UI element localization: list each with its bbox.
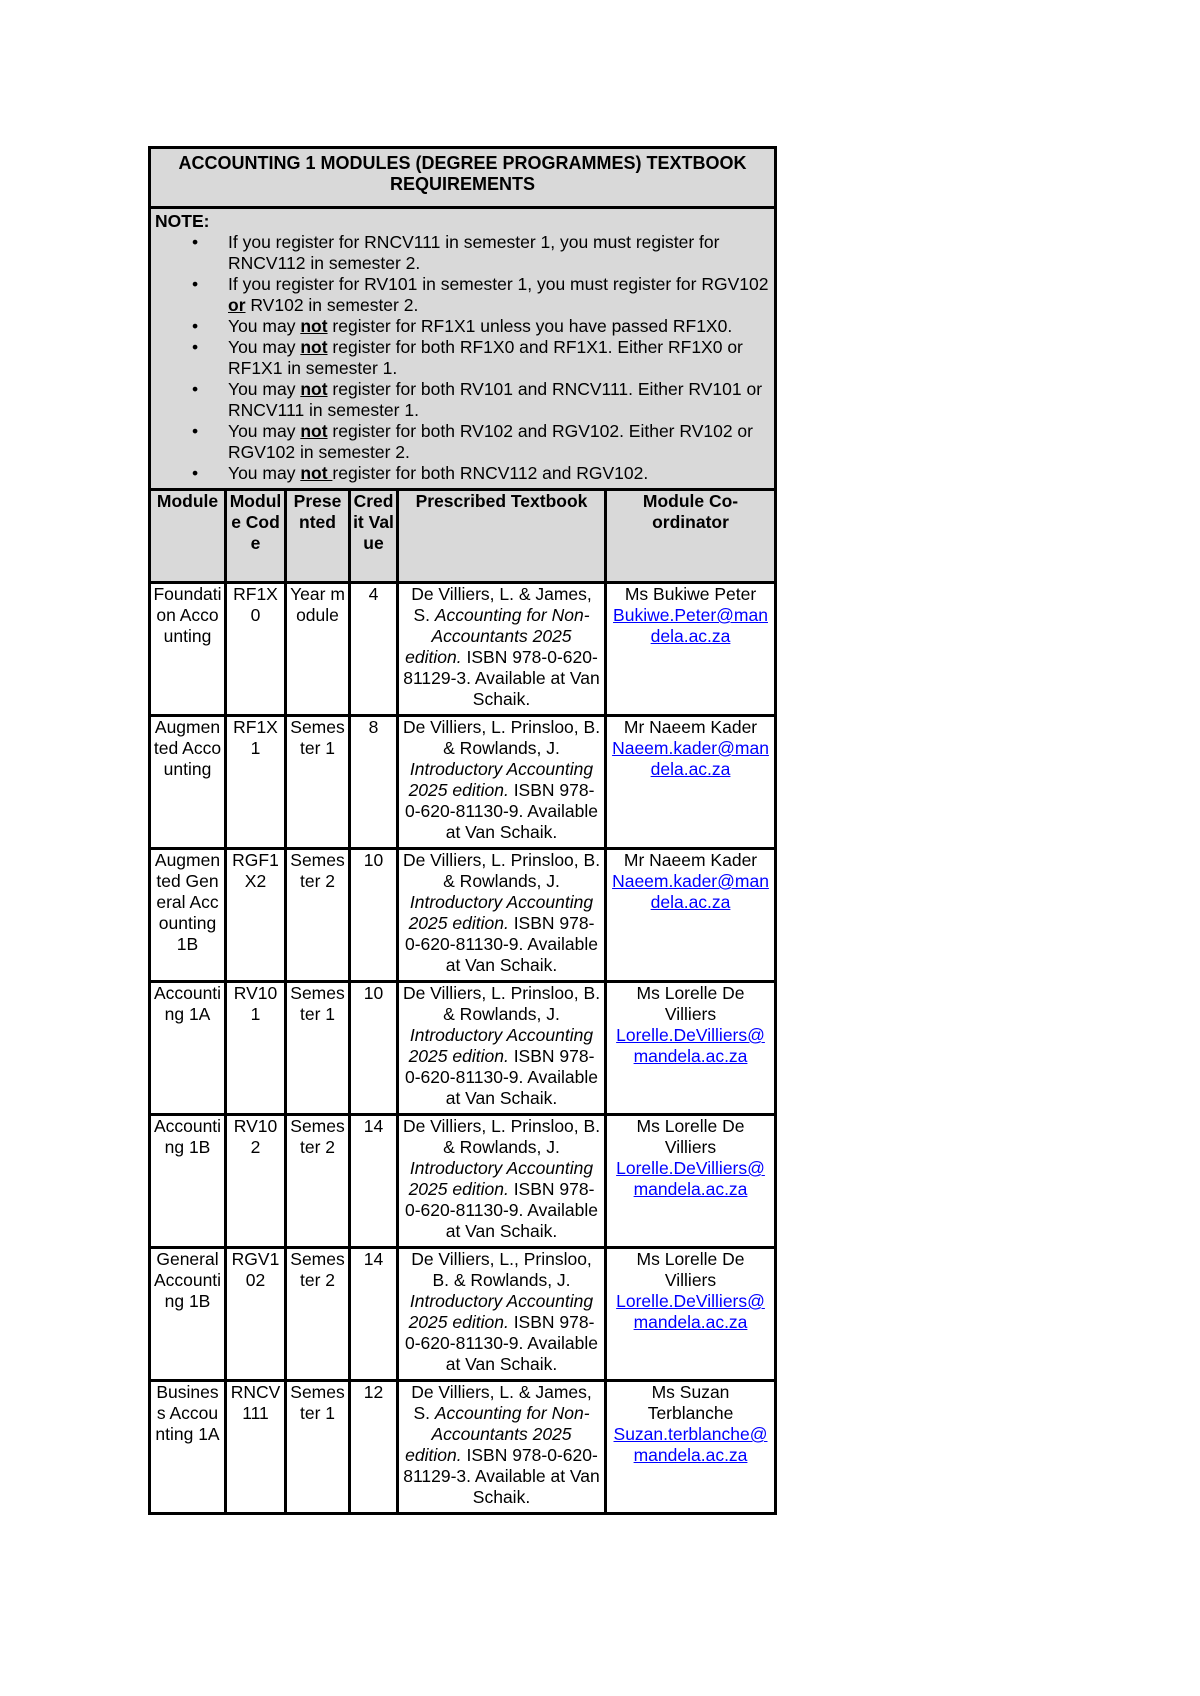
coordinator-email-link[interactable]: Naeem.kader@mandela.ac.za <box>612 738 769 779</box>
module-code-cell: RV101 <box>226 982 286 1115</box>
textbook-isbn-availability: ISBN 978-0-620-81130-9. Available at Van Schaik. <box>405 1312 598 1374</box>
coordinator-cell <box>606 1248 776 1381</box>
note-text: You may <box>228 337 301 357</box>
textbook-title: Accounting for Non-Accountants 2025 edition. <box>405 1403 590 1465</box>
textbook-authors: De Villiers, L. Prinsloo, B. & Rowlands, J. <box>402 983 601 1024</box>
textbook-authors: De Villiers, L. & James, S. <box>411 1382 592 1423</box>
textbook-isbn-availability: ISBN 978-0-620-81130-9. Available at Van Schaik. <box>405 1179 598 1241</box>
textbook-cell <box>398 1115 606 1248</box>
credit-value-cell: 14 <box>350 1115 398 1248</box>
textbook-title: Introductory Accounting 2025 edition. <box>408 1291 594 1332</box>
coordinator-email-link[interactable]: Naeem.kader@mandela.ac.za <box>612 871 769 912</box>
presented-cell: Semester 1 <box>286 716 350 849</box>
module-name-cell: Accounting 1A <box>150 982 226 1115</box>
coordinator-cell <box>606 849 776 982</box>
table-row <box>150 1248 776 1381</box>
presented-cell: Semester 2 <box>286 1248 350 1381</box>
note-text-continued: register for both RV101 and RNCV111. Either RV101 or RNCV111 in semester 1. <box>228 379 763 420</box>
presented-cell: Semester 1 <box>286 982 350 1115</box>
note-section <box>150 208 776 490</box>
textbook-authors: De Villiers, L. Prinsloo, B. & Rowlands, J. <box>402 850 601 891</box>
textbook-isbn-availability: ISBN 978-0-620-81130-9. Available at Van Schaik. <box>405 913 598 975</box>
document-title-text: ACCOUNTING 1 MODULES (DEGREE PROGRAMMES) TEXTBOOK REQUIREMENTS <box>178 153 747 194</box>
bullet-icon: • <box>192 379 199 399</box>
header-presented: Presented <box>286 490 350 583</box>
textbook-authors: De Villiers, L. Prinsloo, B. & Rowlands, J. <box>402 1116 601 1157</box>
textbook-cell <box>398 583 606 716</box>
textbook-title: Introductory Accounting 2025 edition. <box>408 1158 594 1199</box>
module-name-cell: Business Accounting 1A <box>150 1381 226 1514</box>
bullet-icon: • <box>192 337 199 357</box>
note-item <box>155 463 770 484</box>
coordinator-email-link[interactable]: Lorelle.DeVilliers@mandela.ac.za <box>616 1291 765 1332</box>
bullet-icon: • <box>192 316 199 336</box>
textbook-authors: De Villiers, L. & James, S. <box>411 584 592 625</box>
module-name-cell: Accounting 1B <box>150 1115 226 1248</box>
coordinator-cell <box>606 1115 776 1248</box>
table-row <box>150 716 776 849</box>
note-label: NOTE: <box>155 211 210 231</box>
presented-cell: Semester 1 <box>286 1381 350 1514</box>
module-code-cell: RGF1X2 <box>226 849 286 982</box>
header-module: Module <box>150 490 226 583</box>
note-item <box>155 316 770 337</box>
module-name-cell: General Accounting 1B <box>150 1248 226 1381</box>
note-text-continued: RV102 in semester 2. <box>245 295 419 315</box>
note-emphasis: or <box>228 295 246 315</box>
header-prescribed-textbook: Prescribed Textbook <box>398 490 606 583</box>
module-code-cell: RNCV111 <box>226 1381 286 1514</box>
textbook-cell <box>398 716 606 849</box>
textbook-isbn-availability: ISBN 978-0-620-81129-3. Available at Van Schaik. <box>403 1445 600 1507</box>
module-code-cell: RGV102 <box>226 1248 286 1381</box>
module-code-cell: RV102 <box>226 1115 286 1248</box>
table-row <box>150 849 776 982</box>
coordinator-email-link[interactable]: Suzan.terblanche@mandela.ac.za <box>613 1424 768 1465</box>
textbook-cell <box>398 1381 606 1514</box>
module-code-cell: RF1X0 <box>226 583 286 716</box>
note-emphasis: not <box>300 421 328 441</box>
textbook-authors: De Villiers, L. Prinsloo, B. & Rowlands, J. <box>402 717 601 758</box>
credit-value-cell: 10 <box>350 849 398 982</box>
coordinator-name: Ms Lorelle De Villiers <box>636 983 745 1024</box>
coordinator-name: Mr Naeem Kader <box>623 850 758 870</box>
module-name-cell: Foundation Accounting <box>150 583 226 716</box>
header-module-coordinator: Module Co-ordinator <box>606 490 776 583</box>
coordinator-name: Ms Bukiwe Peter <box>624 584 757 604</box>
credit-value-cell: 8 <box>350 716 398 849</box>
table-row <box>150 982 776 1115</box>
note-text: If you register for RNCV111 in semester 1, you must register for RNCV112 in semester 2. <box>228 232 720 273</box>
note-emphasis: not <box>300 316 328 336</box>
textbook-isbn-availability: ISBN 978-0-620-81129-3. Available at Van Schaik. <box>403 647 600 709</box>
coordinator-cell <box>606 1381 776 1514</box>
note-item <box>155 274 770 316</box>
bullet-icon: • <box>192 232 199 252</box>
table-row <box>150 583 776 716</box>
textbook-cell <box>398 1248 606 1381</box>
note-item <box>155 337 770 379</box>
textbook-authors: De Villiers, L., Prinsloo, B. & Rowlands, J. <box>411 1249 592 1290</box>
coordinator-email-link[interactable]: Bukiwe.Peter@mandela.ac.za <box>613 605 768 646</box>
note-emphasis: not <box>300 337 328 357</box>
note-text-continued: register for both RNCV112 and RGV102. <box>332 463 649 483</box>
bullet-icon: • <box>192 463 199 483</box>
note-text-continued: register for both RV102 and RGV102. Either RV102 or RGV102 in semester 2. <box>228 421 753 462</box>
coordinator-cell <box>606 583 776 716</box>
coordinator-name: Ms Suzan Terblanche <box>647 1382 734 1423</box>
credit-value-cell: 4 <box>350 583 398 716</box>
textbook-title: Introductory Accounting 2025 edition. <box>408 892 594 933</box>
coordinator-name: Ms Lorelle De Villiers <box>636 1116 745 1157</box>
module-name-cell: Augmented General Accounting 1B <box>150 849 226 982</box>
note-text: If you register for RV101 in semester 1, you must register for RGV102 <box>228 274 769 294</box>
credit-value-cell: 12 <box>350 1381 398 1514</box>
textbook-isbn-availability: ISBN 978-0-620-81130-9. Available at Van Schaik. <box>405 1046 598 1108</box>
note-text: You may <box>228 463 301 483</box>
textbook-cell <box>398 849 606 982</box>
presented-cell: Semester 2 <box>286 849 350 982</box>
note-text-continued: register for both RF1X0 and RF1X1. Either RF1X0 or RF1X1 in semester 1. <box>228 337 743 378</box>
note-emphasis: not <box>300 463 333 483</box>
table-row <box>150 1381 776 1514</box>
textbook-title: Accounting for Non-Accountants 2025 edition. <box>405 605 590 667</box>
presented-cell: Year module <box>286 583 350 716</box>
textbook-title: Introductory Accounting 2025 edition. <box>408 1025 594 1066</box>
note-text-continued: register for RF1X1 unless you have passed RF1X0. <box>327 316 733 336</box>
document-title <box>150 148 776 208</box>
column-header-row <box>150 490 776 583</box>
bullet-icon: • <box>192 274 199 294</box>
coordinator-cell <box>606 982 776 1115</box>
note-emphasis: not <box>300 379 328 399</box>
coordinator-cell <box>606 716 776 849</box>
textbook-requirements-table <box>148 146 777 1515</box>
credit-value-cell: 14 <box>350 1248 398 1381</box>
note-text: You may <box>228 316 301 336</box>
coordinator-email-link[interactable]: Lorelle.DeVilliers@mandela.ac.za <box>616 1025 765 1066</box>
coordinator-name: Ms Lorelle De Villiers <box>636 1249 745 1290</box>
credit-value-cell: 10 <box>350 982 398 1115</box>
textbook-title: Introductory Accounting 2025 edition. <box>408 759 594 800</box>
note-text: You may <box>228 421 301 441</box>
coordinator-email-link[interactable]: Lorelle.DeVilliers@mandela.ac.za <box>616 1158 765 1199</box>
textbook-isbn-availability: ISBN 978-0-620-81130-9. Available at Van Schaik. <box>405 780 598 842</box>
note-item <box>155 379 770 421</box>
presented-cell: Semester 2 <box>286 1115 350 1248</box>
note-text: You may <box>228 379 301 399</box>
module-name-cell: Augmented Accounting <box>150 716 226 849</box>
table-row <box>150 1115 776 1248</box>
note-item <box>155 232 770 274</box>
header-credit-value: Credit Value <box>350 490 398 583</box>
header-module-code: Module Code <box>226 490 286 583</box>
textbook-cell <box>398 982 606 1115</box>
bullet-icon: • <box>192 421 199 441</box>
note-list <box>155 232 770 484</box>
module-code-cell: RF1X1 <box>226 716 286 849</box>
coordinator-name: Mr Naeem Kader <box>623 717 758 737</box>
note-item <box>155 421 770 463</box>
